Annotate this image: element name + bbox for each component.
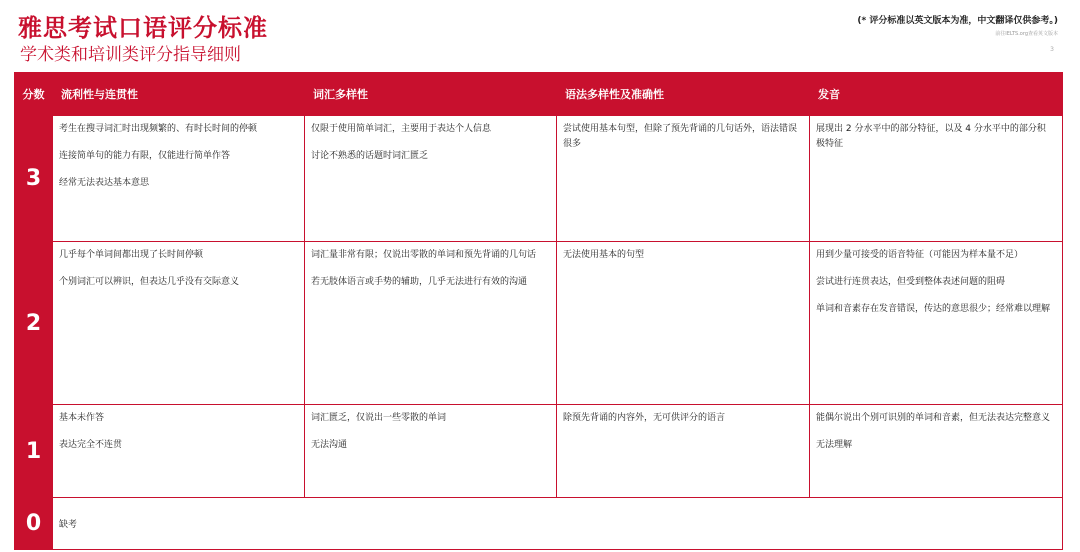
fluency-cell [53, 242, 305, 405]
descriptor-text: 单词和音素存在发音错误，传达的意思很少；经常难以理解 [816, 304, 1051, 314]
table-row-band-2 [15, 242, 1063, 405]
grammar-cell [557, 116, 810, 242]
descriptor-text: 几乎每个单词间都出现了长时间停顿 [59, 250, 204, 260]
column-header-pronunciation: 发音 [810, 73, 1063, 116]
fluency-cell [53, 116, 305, 242]
descriptor-text: 除预先背诵的内容外，无可供评分的语言 [563, 413, 726, 423]
descriptor-text: 若无肢体语言或手势的辅助，几乎无法进行有效的沟通 [311, 277, 528, 287]
descriptor-text: 尝试使用基本句型，但除了预先背诵的几句话外，语法错误很多 [563, 124, 798, 149]
column-header-lexical: 词汇多样性 [305, 73, 557, 116]
descriptor-text: 仅限于使用简单词汇，主要用于表达个人信息 [311, 124, 492, 134]
descriptor-text: 无法使用基本的句型 [563, 250, 645, 260]
column-header-grammar: 语法多样性及准确性 [557, 73, 810, 116]
descriptor-text: 基本未作答 [59, 413, 105, 423]
table-row-band-3 [15, 116, 1063, 242]
english-version-link[interactable]: 前往IELTS.org查看英文版本 [995, 31, 1058, 37]
descriptor-text: 词汇量非常有限；仅说出零散的单词和预先背诵的几句话 [311, 250, 537, 260]
pronunciation-cell [810, 405, 1063, 498]
descriptor-text: 用到少量可接受的语音特征（可能因为样本量不足） [816, 250, 1024, 260]
lexical-cell [305, 405, 557, 498]
table-header-row [15, 73, 1063, 116]
band-descriptor-table [14, 72, 1063, 550]
column-header-fluency: 流利性与连贯性 [53, 73, 305, 116]
descriptor-text: 能偶尔说出个别可识别的单词和音素，但无法表达完整意义 [816, 413, 1051, 423]
page-title: 雅思考试口语评分标准 [18, 14, 268, 42]
pronunciation-cell [810, 242, 1063, 405]
descriptor-text: 展现出 2 分水平中的部分特征，以及 4 分水平中的部分积极特征 [816, 124, 1046, 149]
descriptor-text: 考生在搜寻词汇时出现频繁的、有时长时间的停顿 [59, 124, 258, 134]
descriptor-text: 无法理解 [816, 440, 853, 450]
grammar-cell [557, 405, 810, 498]
descriptor-text: 表达完全不连贯 [59, 440, 123, 450]
translation-note: (* 评分标准以英文版本为准，中文翻译仅供参考。) [857, 16, 1058, 26]
column-header-score: 分数 [15, 73, 53, 116]
table-row-band-1 [15, 405, 1063, 498]
descriptor-text: 缺考 [59, 520, 78, 530]
lexical-cell [305, 242, 557, 405]
descriptor-text: 经常无法表达基本意思 [59, 178, 150, 188]
page-number: 3 [1050, 46, 1054, 53]
grammar-cell [557, 242, 810, 405]
descriptor-text: 连接简单句的能力有限，仅能进行简单作答 [59, 151, 231, 161]
lexical-cell [305, 116, 557, 242]
absent-cell [53, 498, 1063, 550]
descriptor-text: 尝试进行连贯表达，但受到整体表述问题的阻碍 [816, 277, 1006, 287]
band-score: 3 [15, 116, 53, 242]
fluency-cell [53, 405, 305, 498]
band-score: 2 [15, 242, 53, 405]
pronunciation-cell [810, 116, 1063, 242]
page-subtitle: 学术类和培训类评分指导细则 [20, 45, 241, 65]
table-row-band-0 [15, 498, 1063, 550]
band-score: 1 [15, 405, 53, 498]
descriptor-text: 词汇匮乏，仅说出一些零散的单词 [311, 413, 447, 423]
band-score: 0 [15, 498, 53, 550]
descriptor-text: 无法沟通 [311, 440, 348, 450]
descriptor-text: 讨论不熟悉的话题时词汇匮乏 [311, 151, 429, 161]
descriptor-text: 个别词汇可以辨识，但表达几乎没有交际意义 [59, 277, 240, 287]
